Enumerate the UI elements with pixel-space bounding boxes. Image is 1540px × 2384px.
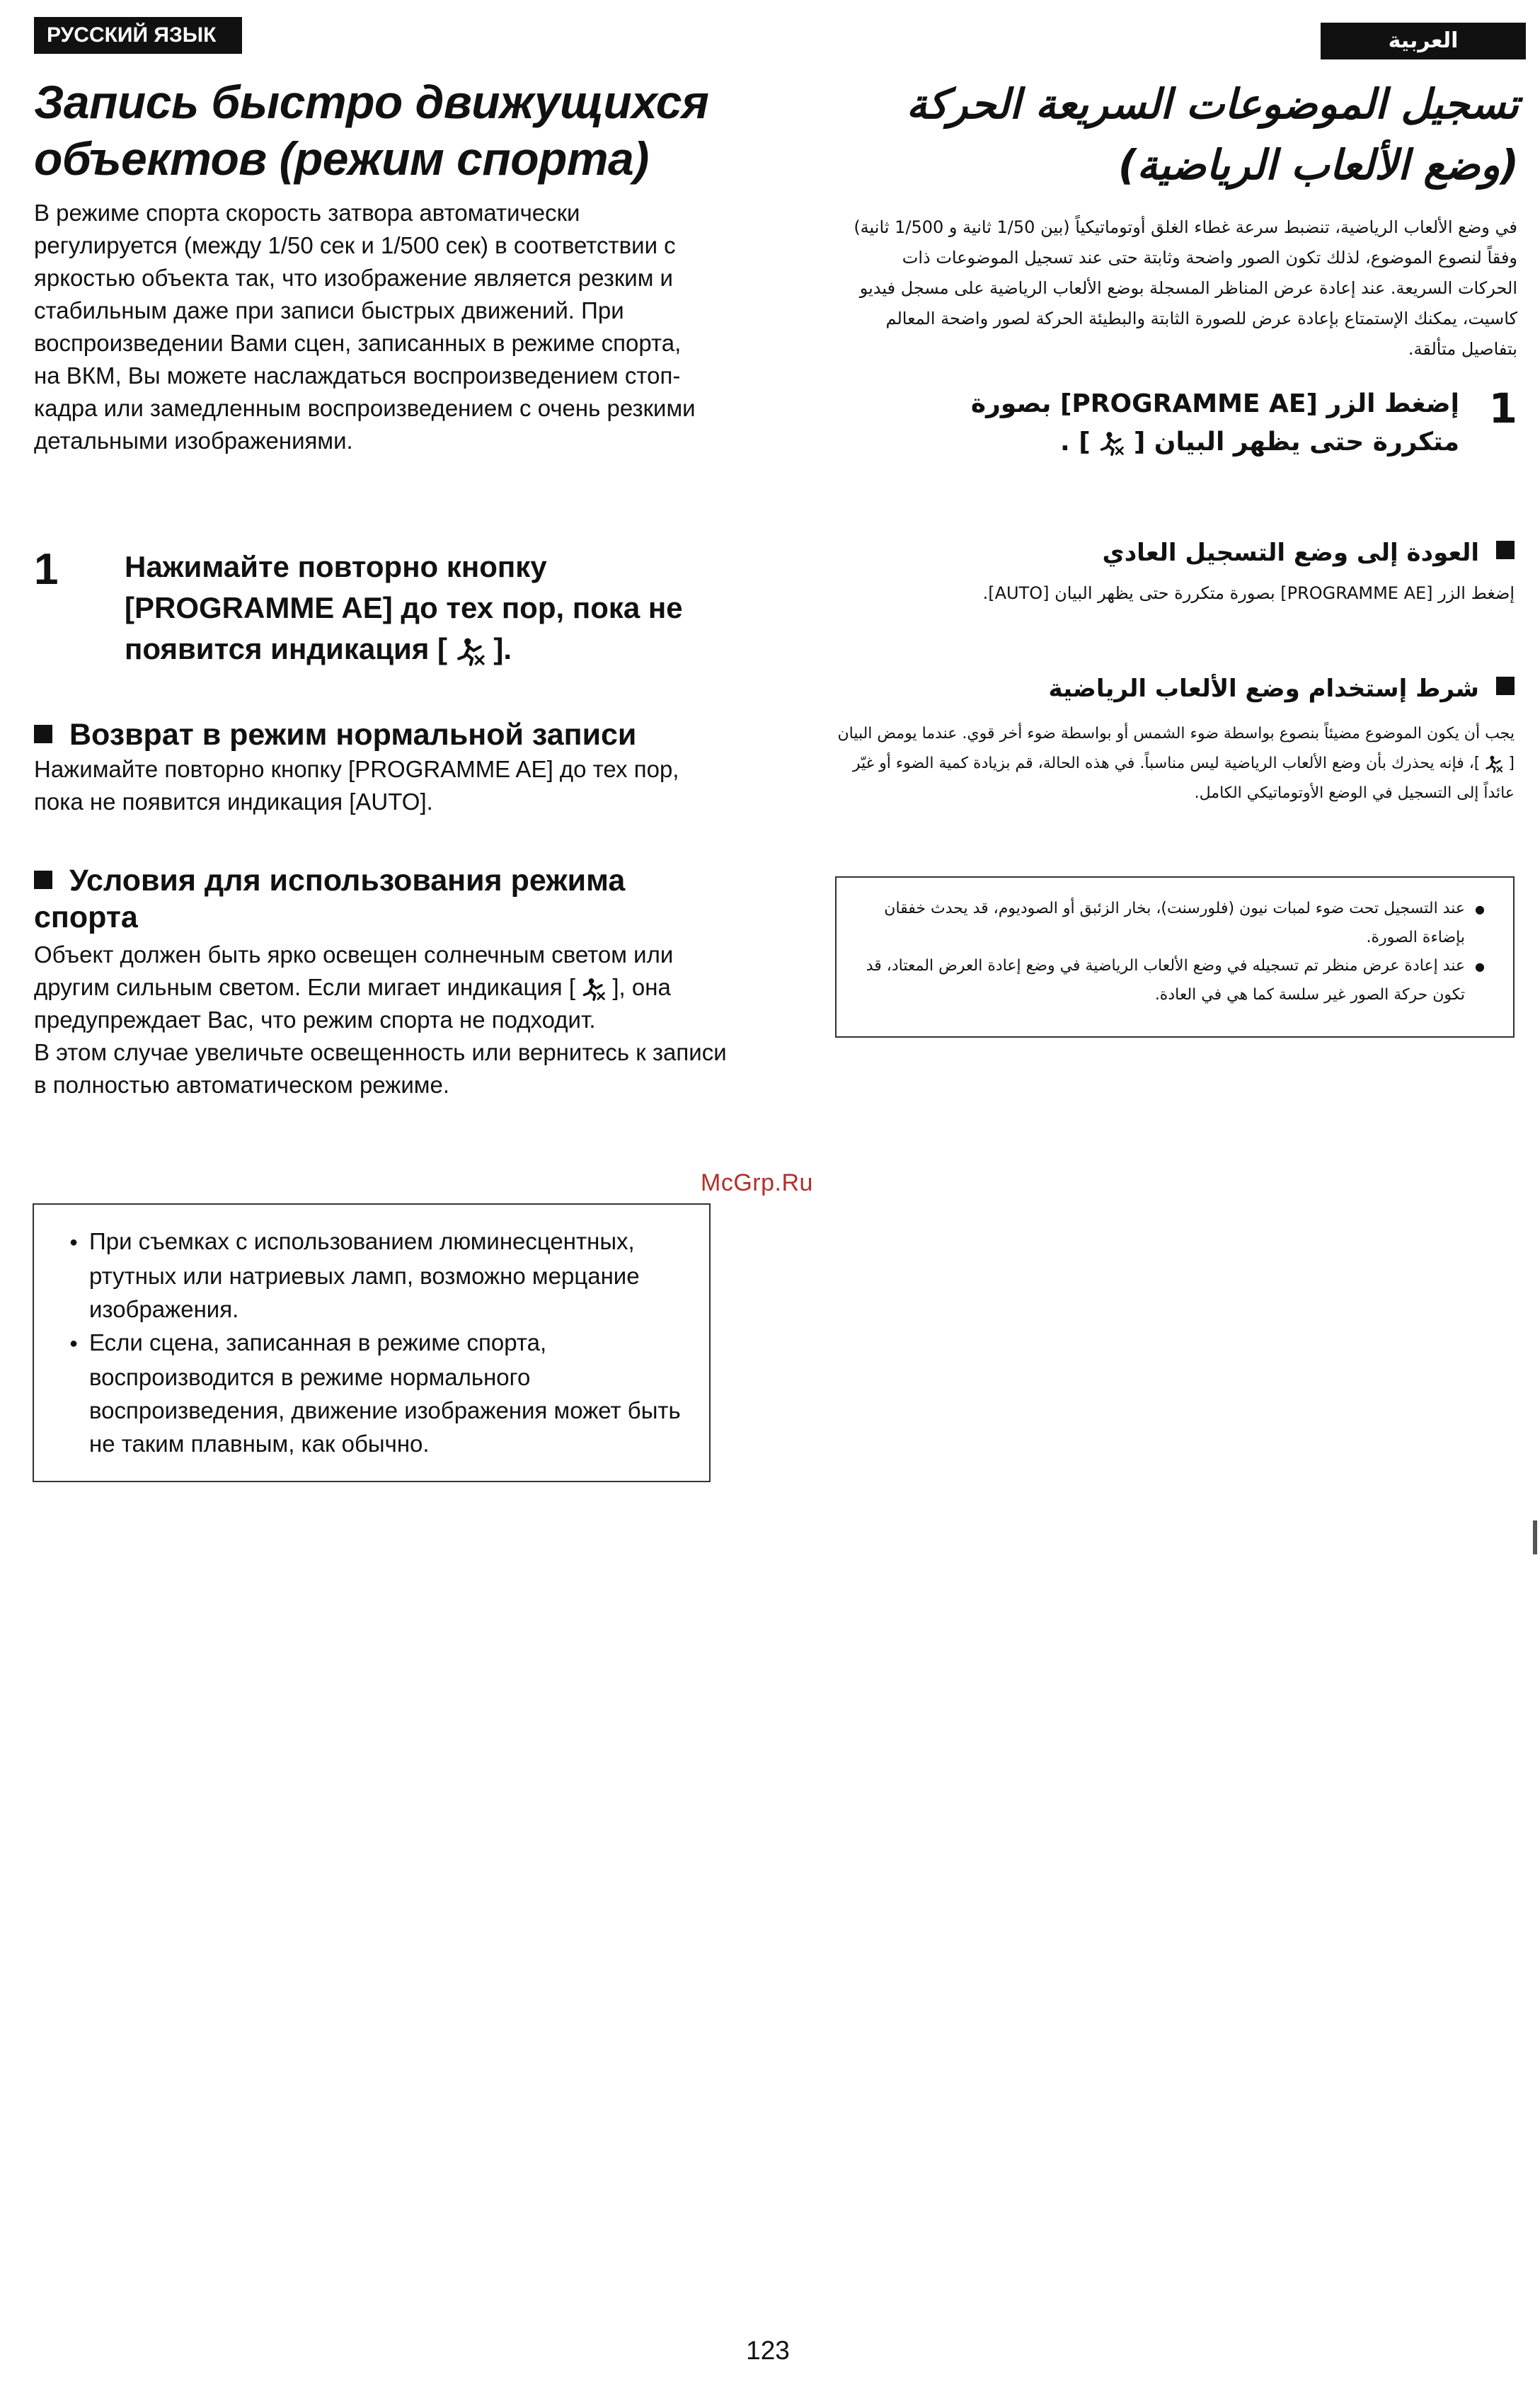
square-bullet-icon [1496, 541, 1515, 559]
step-text-before: متكررة حتى يظهر البيان [ [1133, 428, 1459, 457]
page-edge-mark [1533, 1520, 1537, 1554]
title-line-2: объектов (режим спорта) [34, 132, 649, 185]
intro-paragraph-arabic: في وضع الألعاب الرياضية، تنضبط سرعة غطاء الغلق أوتوماتيكياً (بين 1/50 ثانية و 1/500 ثانية) وفقاً لنصوع الموضوع، لذلك تكون الصور واضحة وثابتة حتى عند تسجيل الموضوعات ذات الحركات السريعة. عند إعادة عرض المناظر المسجلة بوضع الألعاب الرياضية على مسجل فيديو كاسيت، يمكنك الإستمتاع بإعادة عرض للصورة الثابتة والبطيئة الحركة لصور واضحة المعالم بتفاصيل متألقة. [854, 217, 1517, 359]
sports-mode-icon [582, 977, 606, 1001]
section-heading-sport-conditions-arabic [835, 672, 1515, 705]
step-number: 1 [34, 545, 59, 594]
page-title-arabic [811, 74, 1519, 195]
language-badge-russian: РУССКИЙ ЯЗЫК [34, 17, 242, 54]
note-item: ● عند إعادة عرض منظر تم تسجيله في وضع الألعاب الرياضية في وضع إعادة العرض المعتاد، قد تكون حركة الصور غير سلسة كما هي في العادة. [858, 952, 1485, 1009]
section-body-sport-conditions [34, 939, 728, 1101]
step-text-after: ] . [1060, 428, 1091, 457]
step-text-after: ]. [493, 632, 512, 665]
page-title-russian [34, 74, 713, 187]
conditions-paragraph-2: В этом случае увеличьте освещенность или вернитесь к записи в полностью автоматическом режиме. [34, 1039, 727, 1098]
step-line-2 [971, 423, 1459, 462]
language-badge-arabic: العربية [1321, 23, 1526, 59]
sports-mode-icon [1099, 430, 1125, 456]
square-bullet-icon [34, 871, 52, 889]
section-heading-text: العودة إلى وضع التسجيل العادي [1102, 539, 1479, 567]
section-body-sport-conditions-arabic [835, 719, 1515, 808]
title-line-1: تسجيل الموضوعات السريعة الحركة [906, 80, 1519, 128]
conditions-text-after: ], она предупреждает Вас, что режим спорта не подходит. [34, 974, 671, 1033]
step-1-arabic [824, 385, 1517, 462]
note-item: ● При съемках с использованием люминесцентных, ртутных или натриевых ламп, возможно мерцание изображения. [69, 1225, 681, 1326]
watermark: McGrp.Ru [701, 1169, 813, 1196]
step-text-before: Нажимайте повторно кнопку [PROGRAMME AE] до тех пор, пока не появится индикация [ [125, 550, 683, 665]
step-line-1: إضغط الزر [PROGRAMME AE] بصورة [970, 389, 1459, 418]
notes-box-arabic [835, 876, 1515, 1038]
note-item: ● Если сцена, записанная в режиме спорта, воспроизводится в режиме нормального воспроизведения, движение изображения может быть не таким плавным, как обычно. [69, 1326, 681, 1460]
sports-mode-icon [1485, 755, 1503, 773]
sports-mode-icon [456, 636, 485, 666]
conditions-text-after: ]، فإنه يحذرك بأن وضع الألعاب الرياضية ليس مناسباً. في هذه الحالة، قم بزيادة كمية الضوء أو غيّر عائداً إلى التسجيل في الوضع الأوتوماتيكي الكامل. [852, 755, 1515, 802]
section-heading-text: شرط إستخدام وضع الألعاب الرياضية [1048, 675, 1479, 703]
square-bullet-icon [34, 725, 52, 743]
intro-paragraph-russian: В режиме спорта скорость затвора автоматически регулируется (между 1/50 сек и 1/500 сек) в соответствии с яркостью объекта так, что изображение является резким и стабильным даже при записи быстрых движений. При воспроизведении Вами сцен, записанных в режиме спорта, на ВКМ, Вы можете наслаждаться воспроизведением стоп-кадра или замедленным воспроизведением с очень резкими детальными изображениями. [34, 200, 696, 454]
page-number: 123 [746, 2336, 790, 2365]
step-1-russian [34, 546, 713, 670]
note-item: ● عند التسجيل تحت ضوء لمبات نيون (فلورسنت)، بخار الزئبق أو الصوديوم، قد يحدث خفقان بإضاءة الصورة. [858, 895, 1485, 952]
step-number: 1 [1488, 384, 1517, 432]
section-body-normal-recording: Нажимайте повторно кнопку [PROGRAMME AE] до тех пор, пока не появится индикация [AUTO]. [34, 756, 679, 815]
section-heading-sport-conditions [34, 862, 728, 936]
section-heading-text: Возврат в режим нормальной записи [69, 718, 637, 752]
square-bullet-icon [1496, 677, 1515, 695]
title-line-2: (وضع الألعاب الرياضية) [1117, 141, 1519, 189]
step-instruction [971, 385, 1475, 462]
conditions-paragraph [34, 939, 728, 1036]
section-heading-normal-recording-arabic [835, 537, 1515, 569]
step-instruction [91, 546, 713, 670]
conditions-text-before: Объект должен быть ярко освещен солнечным светом или другим сильным светом. Если мигает индикация [ [34, 941, 674, 1000]
section-heading-text: Условия для использования режима спорта [34, 864, 626, 934]
section-heading-normal-recording [34, 716, 713, 753]
section-body-normal-recording-arabic: إضغط الزر [PROGRAMME AE] بصورة متكررة حتى يظهر البيان [AUTO]. [982, 583, 1515, 603]
conditions-text-before: يجب أن يكون الموضوع مضيئاً بنصوع بواسطة ضوء الشمس أو بواسطة ضوء أخر قوي. عندما يومض البيان [ [837, 725, 1515, 772]
title-line-1: Запись быстро движущихся [34, 76, 709, 128]
notes-box-russian [33, 1203, 711, 1482]
